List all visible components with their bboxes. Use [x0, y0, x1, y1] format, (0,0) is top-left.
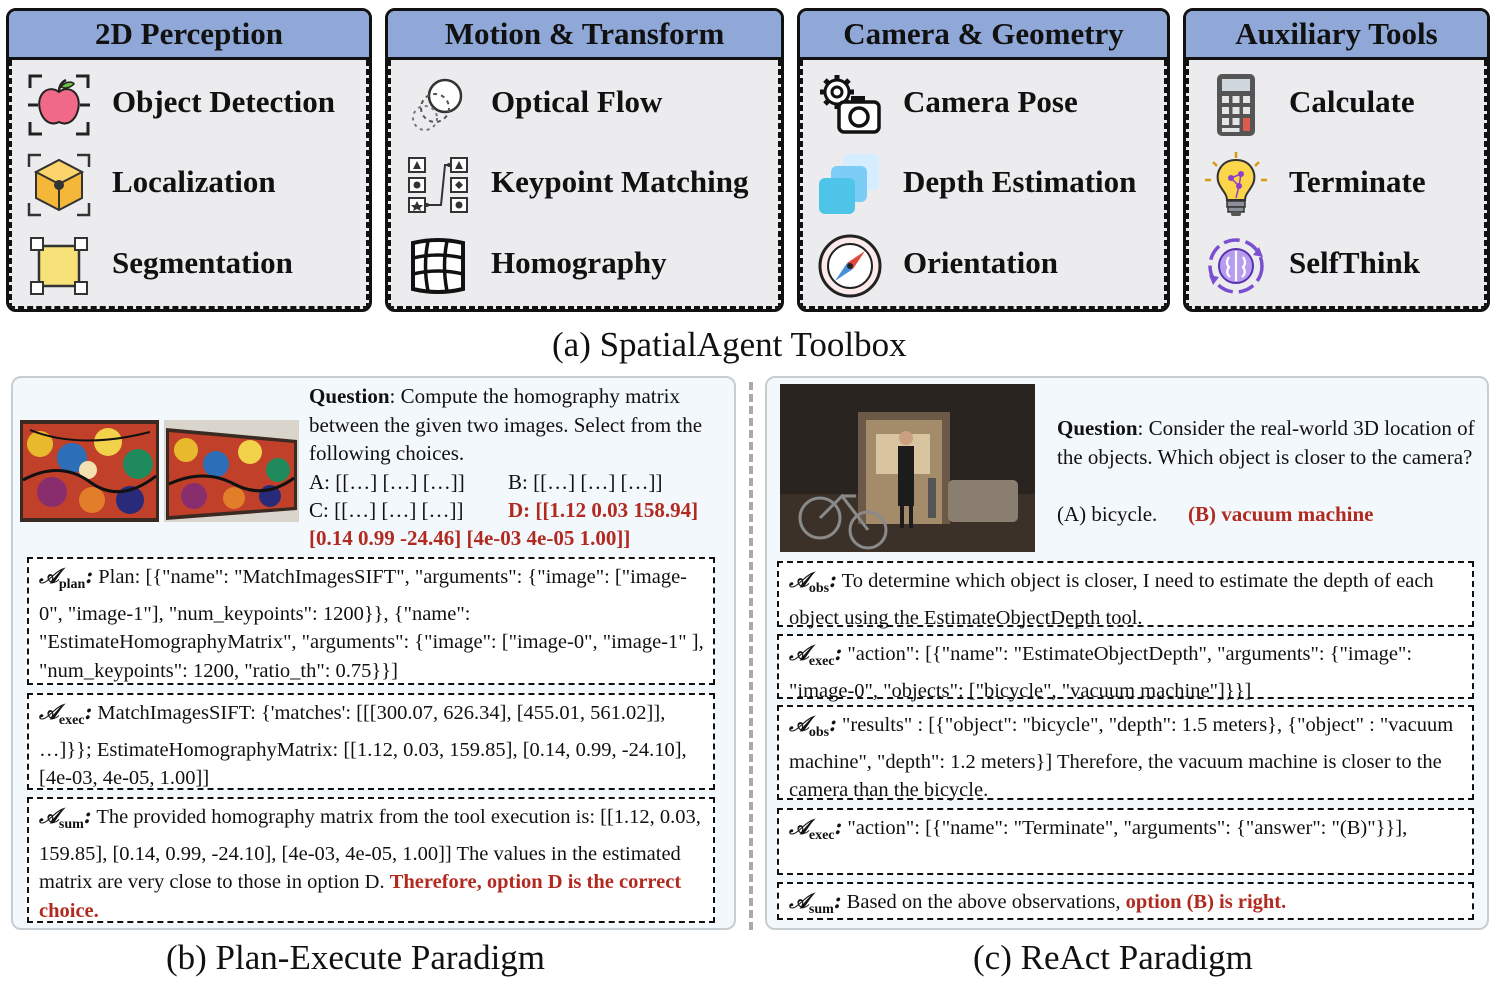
keypoint-matching-icon: [405, 152, 471, 218]
panel-title: Camera & Geometry: [800, 11, 1167, 60]
tool-keypoint-matching: [391, 150, 778, 220]
react-choice-b: (B) vacuum machine: [1188, 502, 1374, 526]
agent-symbol: 𝒜$_{plan}$:: [39, 563, 94, 593]
apple-detection-icon: [26, 72, 92, 138]
tool-label: Homography: [491, 245, 667, 280]
tool-terminate: [1189, 150, 1484, 220]
react-choice-a: (A) bicycle.: [1057, 502, 1158, 526]
choice-b: B: [[…] […] […]]: [508, 470, 663, 494]
caption-toolbox: (a) SpatialAgent Toolbox: [552, 325, 907, 364]
tool-calculate: [1189, 70, 1484, 140]
panel-body: [800, 60, 1167, 309]
react-sum-text: Based on the above observations,: [846, 891, 1121, 913]
panel-title: 2D Perception: [9, 11, 369, 60]
exec-step-box: [27, 693, 715, 790]
choice-a: A: [[…] […] […]]: [309, 470, 465, 494]
react-sum-conclusion: option (B) is right.: [1125, 891, 1287, 913]
tool-label: Camera Pose: [903, 84, 1078, 119]
gear-camera-icon: [817, 72, 883, 138]
agent-symbol: 𝒜$_{obs}$:: [789, 567, 837, 597]
panel-body: [9, 60, 369, 309]
agent-symbol: 𝒜$_{exec}$:: [789, 640, 843, 670]
agent-symbol: 𝒜$_{sum}$:: [39, 803, 92, 833]
room-photo-image-0: [780, 384, 1035, 552]
agent-symbol: 𝒜$_{obs}$:: [789, 711, 837, 741]
compass-icon: [817, 233, 883, 299]
react-question: [1057, 414, 1477, 471]
tool-label: Localization: [112, 164, 276, 199]
tool-orientation: [803, 231, 1164, 301]
motion-circles-icon: [405, 72, 471, 138]
tool-label: Terminate: [1289, 164, 1426, 199]
agent-subscript: exec: [58, 713, 85, 729]
tool-label: Calculate: [1289, 84, 1415, 119]
lightbulb-icon: [1203, 152, 1269, 218]
agent-subscript: sum: [808, 902, 834, 918]
panel-divider: [749, 382, 753, 930]
tool-label: Orientation: [903, 245, 1058, 280]
question-label: Question: [309, 384, 390, 408]
brain-gear-icon: [1203, 233, 1269, 299]
plan-text: Plan: [{"name": "MatchImagesSIFT", "arguments": {"image": ["image-0", "image-1"], "num_keypoints": 1200}}, {"name": "EstimateHomographyMatrix", "arguments": {"image": ["image-0", "image-1" ], "num_keypoints": 1200, "ratio_th": 0.75}}]: [39, 566, 704, 682]
toolbox-panel-2d-perception: [6, 8, 372, 312]
question-text: : Compute the homography matrix between the given two images. Select from the following choices.: [309, 384, 703, 465]
choice-c: C: [[…] […] […]]: [309, 498, 464, 522]
calculator-icon: [1203, 72, 1269, 138]
panel-title: Auxiliary Tools: [1186, 11, 1487, 60]
tool-segmentation: [12, 231, 366, 301]
sum-text: The provided homography matrix from the tool execution is: [[1.12, 0.03, 159.85], [0.14, 0.99, -24.10], [4e-03, 4e-05, 1.00]] The values in the estimated matrix are very close to those in option D.: [39, 806, 701, 894]
agent-subscript: obs: [808, 725, 830, 741]
agent-symbol: 𝒜$_{sum}$:: [789, 888, 842, 918]
toolbox-panel-auxiliary-tools: [1183, 8, 1490, 312]
tool-homography: [391, 231, 778, 301]
tool-localization: [12, 150, 366, 220]
tool-label: Optical Flow: [491, 84, 663, 119]
tool-label: Keypoint Matching: [491, 164, 749, 199]
obs2-text: "results" : [{"object": "bicycle", "depth": 1.5 meters}, {"object" : "vacuum machine", "depth": 1.2 meters}] Therefore, the vacuum machine is closer to the camera than the bicycle.: [789, 714, 1454, 802]
tool-label: Object Detection: [112, 84, 335, 119]
exec-text: MatchImagesSIFT: {'matches': [[[300.07, 626.34], [455.01, 561.02]], …]}}; EstimateHomographyMatrix: [[1.12, 0.03, 159.85], [0.14, 0.99, -24.10], [4e-03, 4e-05, 1.00]]: [39, 702, 687, 790]
question-label: Question: [1057, 416, 1138, 440]
panel-body: [1186, 60, 1487, 309]
tool-label: Depth Estimation: [903, 164, 1137, 199]
caption-react: (c) ReAct Paradigm: [973, 938, 1253, 977]
agent-subscript: exec: [808, 828, 835, 844]
tool-depth-estimation: [803, 150, 1164, 220]
choice-d-continued: [0.14 0.99 -24.46] [4e-03 4e-05 1.00]]: [309, 526, 631, 550]
tool-object-detection: [12, 70, 366, 140]
sum-step-box: [27, 797, 715, 923]
agent-symbol: 𝒜$_{exec}$:: [789, 814, 843, 844]
obs-step-box-1: [777, 561, 1474, 627]
agent-subscript: exec: [808, 654, 835, 670]
toolbox-panel-motion-transform: [385, 8, 784, 312]
obs-step-box-2: [777, 705, 1474, 800]
panel-title: Motion & Transform: [388, 11, 781, 60]
exec-step-box-1: [777, 634, 1474, 702]
panel-body: [388, 60, 781, 309]
exec2-text: "action": [{"name": "Terminate", "arguments": {"answer": "(B)"}}],: [847, 817, 1408, 839]
question-text: : Consider the real-world 3D location of the objects. Which object is closer to the camera?: [1057, 416, 1475, 469]
plan-question: [309, 382, 729, 468]
agent-subscript: obs: [808, 581, 830, 597]
painting-image-1: [164, 420, 299, 522]
exec1-text: "action": [{"name": "EstimateObjectDepth", "arguments": {"image": "image-0", "objects": ["bicycle", "vacuum machine"]}}]: [789, 643, 1413, 702]
segmentation-frame-icon: [26, 233, 92, 299]
agent-symbol: 𝒜$_{exec}$:: [39, 699, 93, 729]
tool-label: Segmentation: [112, 245, 293, 280]
agent-subscript: plan: [58, 577, 86, 593]
choice-d: D: [[1.12 0.03 158.94]: [508, 498, 699, 522]
sum-step-box-react: [777, 882, 1474, 920]
tool-selfthink: [1189, 231, 1484, 301]
caption-plan-execute: (b) Plan-Execute Paradigm: [166, 938, 546, 977]
agent-subscript: sum: [58, 817, 84, 833]
sum-conclusion: Therefore, option D is the correct choice.: [39, 871, 682, 922]
warped-grid-icon: [405, 233, 471, 299]
plan-step-box: [27, 557, 715, 685]
tool-camera-pose: [803, 70, 1164, 140]
obs1-text: To determine which object is closer, I need to estimate the depth of each object using the EstimateObjectDepth tool.: [789, 570, 1434, 629]
tool-optical-flow: [391, 70, 778, 140]
cube-target-icon: [26, 152, 92, 218]
tool-label: SelfThink: [1289, 245, 1420, 280]
toolbox-panel-camera-geometry: [797, 8, 1170, 312]
layered-planes-icon: [817, 152, 883, 218]
painting-image-0: [20, 420, 159, 522]
exec-step-box-2: [777, 808, 1474, 875]
